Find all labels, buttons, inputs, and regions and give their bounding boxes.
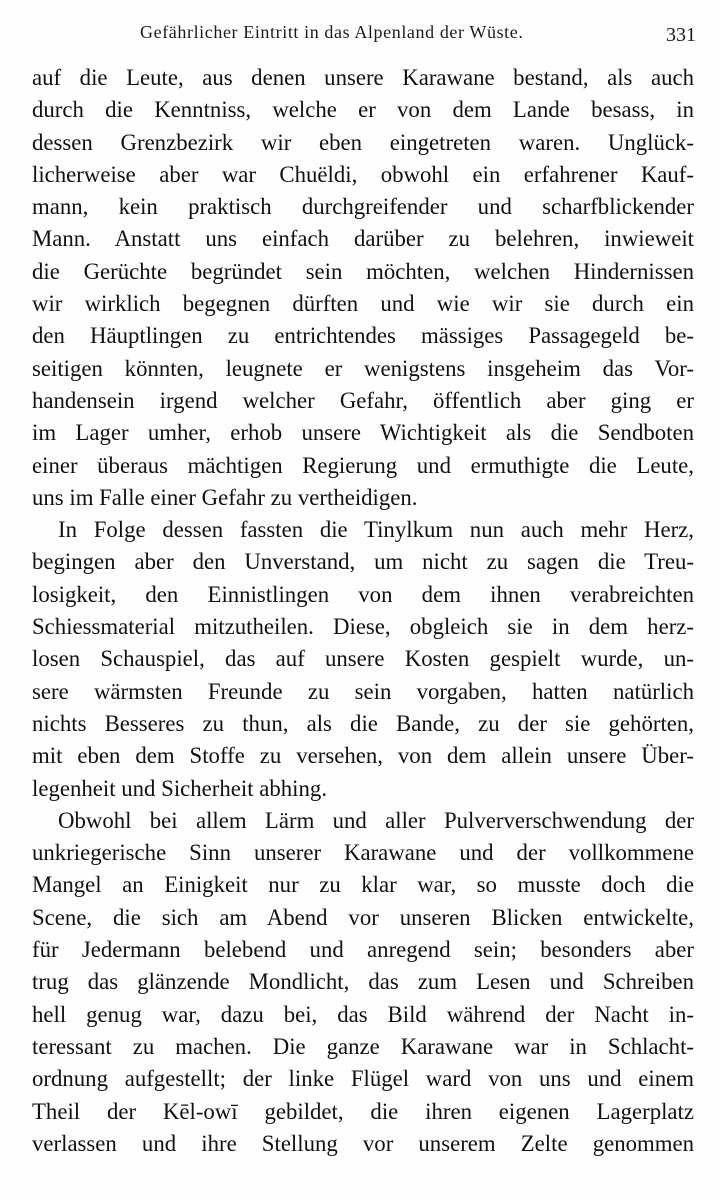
text-line: Scene, die sich am Abend vor unseren Blicken entwickelte, (32, 904, 694, 930)
text-line: begingen aber den Unverstand, um nicht zu sagen die Treu- (32, 549, 694, 575)
text-line: die Gerüchte begründet sein möchten, welchen Hindernissen (32, 258, 694, 284)
text-line: einer überaus mächtigen Regierung und ermuthigte die Leute, (32, 452, 694, 478)
text-line: im Lager umher, erhob unsere Wichtigkeit als die Sendboten (32, 420, 694, 446)
text-line: dessen Grenzbezirk wir eben eingetreten waren. Unglück- (32, 129, 694, 155)
text-line: hell genug war, dazu bei, das Bild während der Nacht in- (32, 1001, 694, 1027)
text-line: ordnung aufgestellt; der linke Flügel ward von uns und einem (32, 1066, 694, 1092)
running-head (34, 22, 696, 52)
text-line: Mangel an Einigkeit nur zu klar war, so musste doch die (32, 872, 694, 898)
text-line: handensein irgend welcher Gefahr, öffentlich aber ging er (32, 387, 694, 413)
text-line: licherweise aber war Chuëldi, obwohl ein erfahrener Kauf- (32, 161, 694, 187)
text-line: nichts Besseres zu thun, als die Bande, zu der sie gehörten, (32, 710, 694, 736)
text-line: auf die Leute, aus denen unsere Karawane bestand, als auch (32, 65, 694, 90)
paragraph-3 (32, 805, 694, 1160)
text-line: sere wärmsten Freunde zu sein vorgaben, hatten natürlich (32, 678, 694, 704)
text-line: wir wirklich begegnen dürften und wie wir sie durch ein (32, 291, 694, 317)
running-head-title: Gefährlicher Eintritt in das Alpenland der Wüste. (140, 22, 524, 42)
text-line: den Häuptlingen zu entrichtendes mässiges Passagegeld be- (32, 323, 694, 349)
text-line: losen Schauspiel, das auf unsere Kosten gespielt wurde, un- (32, 646, 694, 672)
text-line: seitigen könnten, leugnete er wenigstens insgeheim das Vor- (32, 355, 694, 381)
paragraph-2 (32, 514, 694, 805)
text-line: unkriegerische Sinn unserer Karawane und der vollkommene (32, 840, 694, 866)
text-line: mit eben dem Stoffe zu versehen, von dem allein unsere Über- (32, 743, 694, 769)
text-line: Mann. Anstatt uns einfach darüber zu belehren, inwieweit (32, 226, 694, 252)
text-line: mann, kein praktisch durchgreifender und scharfblickender (32, 194, 694, 220)
text-line: losigkeit, den Einnistlingen von dem ihnen verabreichten (32, 581, 694, 607)
text-line: für Jedermann belebend und anregend sein; besonders aber (32, 937, 694, 963)
text-line: Schiessmaterial mitzutheilen. Diese, obgleich sie in dem herz- (32, 614, 694, 640)
text-line: trug das glänzende Mondlicht, das zum Lesen und Schreiben (32, 969, 694, 995)
text-line: durch die Kenntniss, welche er von dem Lande besass, in (32, 97, 694, 123)
text-line: legenheit und Sicherheit abhing. (32, 775, 328, 801)
text-line: Theil der Kēl-owī gebildet, die ihren eigenen Lagerplatz (32, 1098, 694, 1124)
text-line: verlassen und ihre Stellung vor unserem Zelte genommen (32, 1130, 694, 1156)
page-number: 331 (666, 24, 696, 46)
body-text (32, 62, 694, 1160)
text-line: uns im Falle einer Gefahr zu vertheidigen. (32, 484, 418, 510)
text-line: In Folge dessen fassten die Tinylkum nun auch mehr Herz, (58, 517, 694, 543)
text-line: Obwohl bei allem Lärm und aller Pulververschwendung der (58, 807, 694, 833)
paragraph-1 (32, 62, 694, 514)
text-line: teressant zu machen. Die ganze Karawane war in Schlacht- (32, 1033, 694, 1059)
